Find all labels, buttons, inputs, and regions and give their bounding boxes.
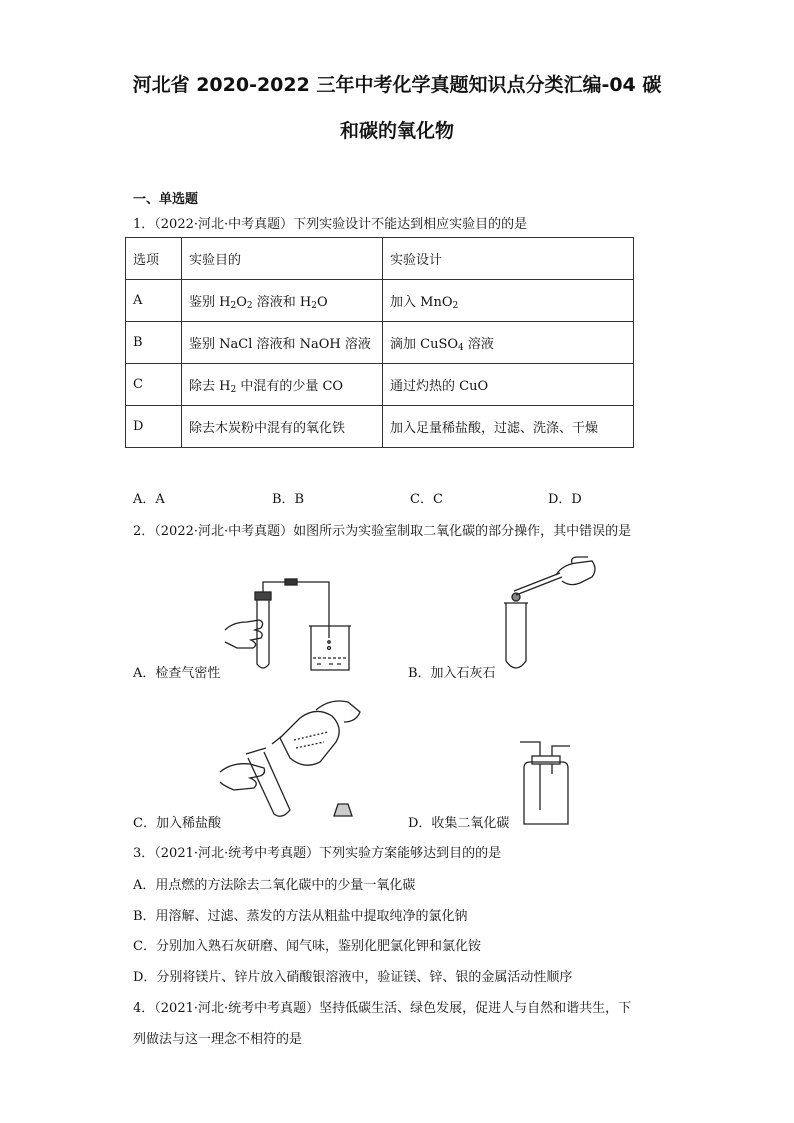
- row-option: D: [126, 406, 182, 448]
- question-4-stem-line-1: 4．（2021·河北·统考中考真题）坚持低碳生活、绿色发展，促进人与自然和谐共生，下: [133, 1001, 632, 1016]
- row-design: 通过灼热的 CuO: [383, 364, 634, 406]
- q2-option-b[interactable]: B．加入石灰石: [408, 666, 496, 681]
- document-title-line-2: 和碳的氧化物: [339, 120, 454, 142]
- header-option: 选项: [126, 238, 182, 280]
- question-3-stem: 3．（2021·河北·统考中考真题）下列实验方案能够达到目的的是: [133, 846, 502, 861]
- question-1-table: [125, 237, 634, 448]
- row-design: 加入足量稀盐酸，过滤、洗涤、干燥: [383, 406, 634, 448]
- airtightness-check-illustration: [225, 578, 365, 673]
- question-4-stem-line-2: 列做法与这一理念不相符的是: [133, 1032, 303, 1047]
- row-option: A: [126, 280, 182, 322]
- row-design: 滴加 CuSO$_4$ 溶液: [383, 322, 634, 364]
- table-row: [126, 280, 634, 322]
- header-design: 实验设计: [383, 238, 634, 280]
- row-design: 加入 MnO$_2$: [383, 280, 634, 322]
- q2-option-c[interactable]: C．加入稀盐酸: [133, 816, 221, 831]
- add-hydrochloric-acid-illustration: [220, 692, 370, 834]
- table-row: [126, 406, 634, 448]
- q1-option-b[interactable]: B．B: [272, 492, 305, 507]
- header-goal: 实验目的: [182, 238, 383, 280]
- q2-option-d[interactable]: D．收集二氧化碳: [408, 816, 510, 831]
- q2-option-a[interactable]: A．检查气密性: [133, 666, 221, 681]
- q3-option-c[interactable]: C．分别加入熟石灰研磨、闻气味，鉴别化肥氯化钾和氯化铵: [133, 939, 481, 954]
- q1-option-d[interactable]: D．D: [548, 492, 582, 507]
- collect-co2-bottle-illustration: [518, 740, 572, 828]
- q1-option-c[interactable]: C．C: [410, 492, 443, 507]
- row-goal: 鉴别 NaCl 溶液和 NaOH 溶液: [182, 322, 383, 364]
- add-limestone-illustration: [500, 553, 600, 671]
- question-2-stem: 2．（2022·河北·中考真题）如图所示为实验室制取二氧化碳的部分操作，其中错误的是: [133, 524, 632, 539]
- row-option: C: [126, 364, 182, 406]
- row-option: B: [126, 322, 182, 364]
- table-row: [126, 364, 634, 406]
- table-row: [126, 322, 634, 364]
- row-goal: 鉴别 $H_2O_2$ 溶液和 $H_2O$: [182, 280, 383, 322]
- row-goal: 除去木炭粉中混有的氧化铁: [182, 406, 383, 448]
- table-header-row: [126, 238, 634, 280]
- row-goal: 除去 $H_2$ 中混有的少量 CO: [182, 364, 383, 406]
- question-1-stem: 1．（2022·河北·中考真题）下列实验设计不能达到相应实验目的的是: [133, 217, 528, 232]
- q3-option-a[interactable]: A．用点燃的方法除去二氧化碳中的少量一氧化碳: [133, 878, 416, 893]
- q1-option-a[interactable]: A．A: [133, 492, 165, 507]
- section-heading: 一、单选题: [133, 192, 199, 207]
- document-title-line-1: 河北省 2020-2022 三年中考化学真题知识点分类汇编-04 碳: [132, 74, 662, 96]
- q3-option-b[interactable]: B．用溶解、过滤、蒸发的方法从粗盐中提取纯净的氯化钠: [133, 909, 468, 924]
- q3-option-d[interactable]: D．分别将镁片、锌片放入硝酸银溶液中，验证镁、锌、银的金属活动性顺序: [133, 970, 573, 985]
